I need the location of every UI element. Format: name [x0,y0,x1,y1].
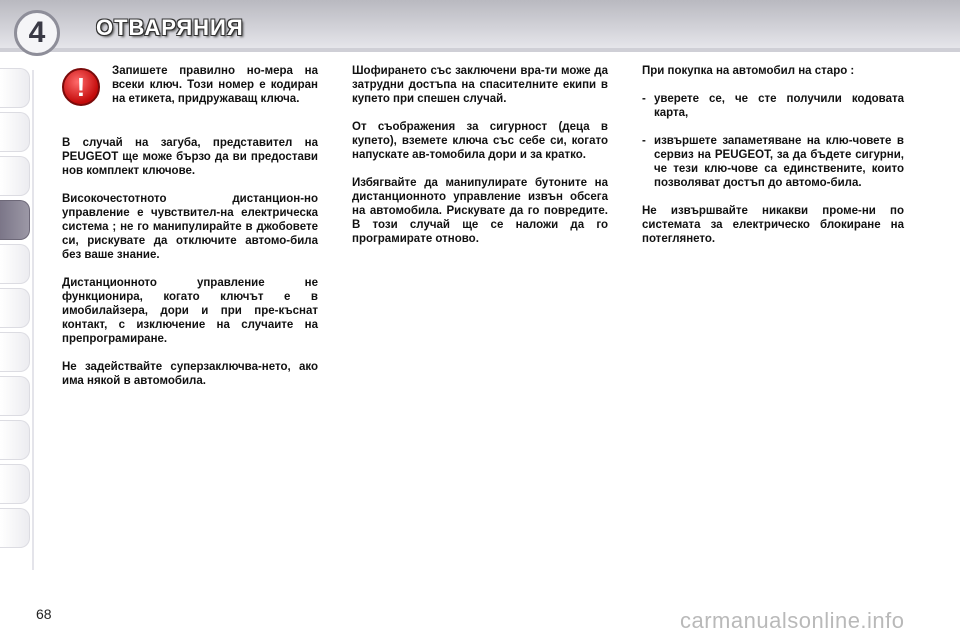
column-1 [62,64,318,402]
paragraph: От съображения за сигурност (деца в купето), вземете ключа със себе си, когато напускате ав-томобила дори и за кратко. [352,121,608,161]
header-divider [0,48,960,52]
warning-block [62,64,318,122]
bullet-text: уверете се, че сте получили кодовата карта, [654,93,904,119]
column-2 [352,64,608,260]
chapter-tab-7[interactable] [0,332,30,372]
page-number: 68 [36,606,52,622]
chapter-tab-9[interactable] [0,420,30,460]
chapter-title: ОТВАРЯНИЯ [96,15,244,40]
column-3 [642,64,904,260]
bullet-list [642,92,904,190]
paragraph: В случай на загуба, представител на PEUGEOT ще може бързо да ви предостави нов комплект ключове. [62,137,318,177]
paragraph: Не извършвайте никакви проме-ни по системата за електрическо блокиране на потеглянето. [642,205,904,245]
exclamation-warning-icon: ! [62,68,100,106]
paragraph: Избягвайте да манипулирате бутоните на дистанционното управление извън обсега на автомобила. Рискувате да го повредите. В този случай ще се наложи да го програмирате отново. [352,177,608,245]
tab-edge-line [32,70,34,570]
chapter-tabs [0,68,34,552]
dash-marker: - [642,93,646,105]
bullet-text: извършете запаметяване на клю-човете в сервиз на PEUGEOT, за да бъдете сигурни, че тези клю-чове са единствените, които позволяват достъп до автомо-била. [654,135,904,189]
chapter-number-badge: 4 [14,10,60,56]
chapter-tab-1[interactable] [0,68,30,108]
chapter-tab-3[interactable] [0,156,30,196]
chapter-tab-10[interactable] [0,464,30,504]
section-heading: При покупка на автомобил на старо : [642,65,855,77]
paragraph: Шофирането със заключени вра-ти може да затрудни достъпа на спасителните екипи в купето при спешен случай. [352,65,608,105]
paragraph: Не задействайте суперзаключва-нето, ако има някой в автомобила. [62,361,318,387]
bullet-item [642,134,904,190]
chapter-tab-6[interactable] [0,288,30,328]
chapter-tab-2[interactable] [0,112,30,152]
chapter-tab-4-active[interactable] [0,200,30,240]
chapter-tab-5[interactable] [0,244,30,284]
bullet-item [642,92,904,120]
warning-text: Запишете правилно но-мера на всеки ключ. Този номер е кодиран на етикета, придружаващ ключа. [112,65,318,105]
chapter-tab-8[interactable] [0,376,30,416]
chapter-tab-11[interactable] [0,508,30,548]
paragraph: Дистанционното управление не функционира, когато ключът е в имобилайзера, дори и при пре-къснат контакт, с изключение на случаите на препрограмиране. [62,277,318,345]
dash-marker: - [642,135,646,147]
watermark: carmanualsonline.info [680,608,905,633]
paragraph: Високочестотното дистанцион-но управление е чувствител-на електрическа система ; не го манипулирайте в джобовете си, рискувате да отключите автомо-била без ваше знание. [62,193,318,261]
